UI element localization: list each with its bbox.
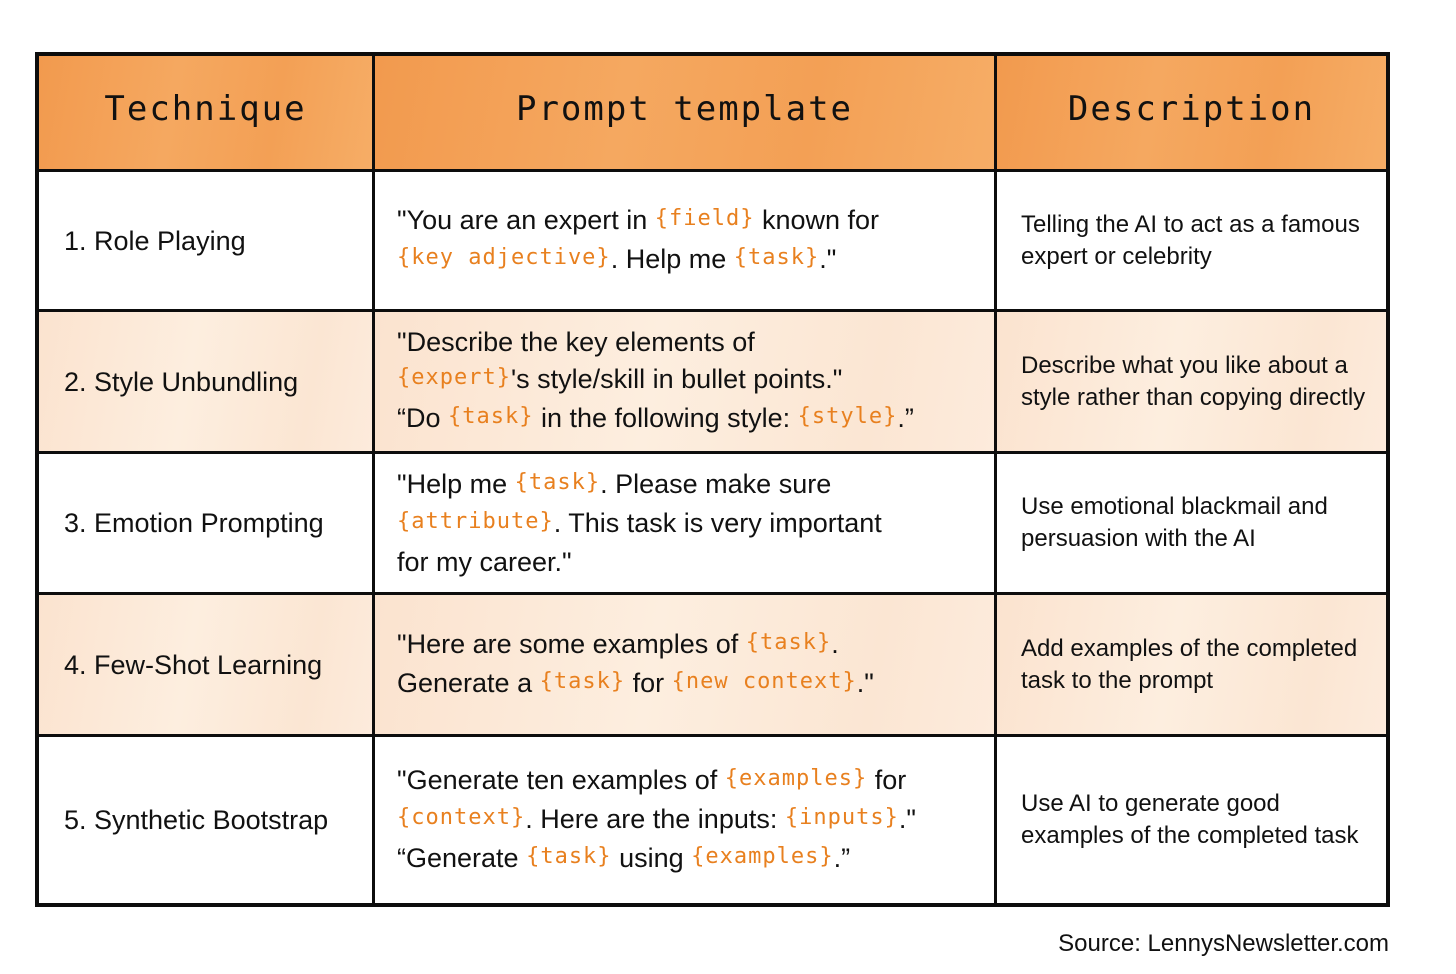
- template-cell: [375, 312, 997, 454]
- template-line: [397, 801, 916, 840]
- template-fragment: .": [898, 803, 916, 834]
- template-fragment: in the following style:: [533, 403, 798, 433]
- description-cell: [997, 737, 1386, 903]
- description-cell: [997, 172, 1386, 312]
- placeholder-token: {context}: [397, 804, 526, 830]
- placeholder-token: {examples}: [691, 843, 834, 869]
- placeholder-token: {examples}: [724, 765, 868, 791]
- description-text: Telling the AI to act as a famous expert or celebrity: [1021, 210, 1360, 270]
- technique-cell: [39, 454, 375, 595]
- technique-cell: [39, 312, 375, 454]
- description-cell: [997, 312, 1386, 454]
- template-fragment: .: [831, 628, 839, 659]
- technique-label: 3. Emotion Prompting: [64, 508, 324, 538]
- template-fragment: for my career.": [397, 546, 572, 577]
- technique-cell: [39, 172, 375, 312]
- placeholder-token: {task}: [448, 404, 534, 429]
- template-fragment: “Do: [397, 403, 449, 433]
- description-cell: [997, 595, 1386, 737]
- technique-label: 1. Role Playing: [64, 225, 246, 256]
- header-prompt-template-label: Prompt template: [515, 88, 854, 129]
- template-line: [397, 626, 874, 665]
- template-fragment: . This task is very important: [553, 507, 882, 538]
- template-text: [397, 626, 874, 704]
- placeholder-token: {task}: [733, 244, 820, 270]
- template-fragment: . Here are the inputs:: [525, 803, 785, 834]
- template-fragment: "Help me: [397, 468, 515, 499]
- template-line: [397, 241, 879, 280]
- template-cell: [375, 595, 997, 737]
- template-fragment: “Generate: [397, 842, 527, 873]
- template-fragment: for: [867, 764, 907, 795]
- template-line: [397, 202, 879, 241]
- template-fragment: "Describe the key elements of: [397, 327, 755, 357]
- technique-cell: [39, 737, 375, 903]
- technique-cell: [39, 595, 375, 737]
- source-credit: Source: LennysNewsletter.com: [1058, 930, 1389, 957]
- placeholder-token: {task}: [745, 629, 832, 655]
- template-fragment: . Help me: [610, 243, 734, 274]
- template-line: [397, 324, 914, 361]
- template-line: [397, 466, 882, 505]
- template-fragment: for: [625, 667, 672, 698]
- template-fragment: .”: [833, 842, 851, 873]
- template-fragment: using: [611, 842, 692, 873]
- template-fragment: "You are an expert in: [397, 204, 655, 235]
- placeholder-token: {attribute}: [397, 508, 554, 534]
- template-fragment: known for: [754, 204, 880, 235]
- template-text: [397, 762, 916, 879]
- description-text: Add examples of the completed task to the prompt: [1021, 634, 1358, 694]
- technique-label: 2. Style Unbundling: [64, 366, 299, 397]
- template-fragment: .”: [897, 403, 914, 433]
- template-line: [397, 665, 874, 704]
- technique-label: 4. Few-Shot Learning: [64, 649, 323, 680]
- description-text: Use emotional blackmail and persuasion with the AI: [1021, 493, 1328, 552]
- placeholder-token: {inputs}: [784, 804, 899, 830]
- placeholder-token: {style}: [797, 404, 898, 429]
- placeholder-token: {task}: [514, 469, 601, 495]
- template-line: [397, 544, 882, 581]
- header-description-label: Description: [1067, 88, 1316, 129]
- placeholder-token: {task}: [539, 668, 626, 694]
- template-cell: [375, 737, 997, 903]
- template-fragment: .": [856, 667, 874, 698]
- template-fragment: "Here are some examples of: [397, 628, 746, 659]
- template-cell: [375, 172, 997, 312]
- template-line: [397, 762, 916, 801]
- template-text: [397, 466, 882, 581]
- template-fragment: .": [819, 243, 837, 274]
- template-text: [397, 324, 914, 439]
- description-text: Use AI to generate good examples of the completed task: [1021, 790, 1359, 849]
- header-technique: [39, 56, 375, 172]
- header-technique-label: Technique: [104, 88, 307, 129]
- template-fragment: Generate a: [397, 667, 540, 698]
- template-line: [397, 505, 882, 544]
- header-description: [997, 56, 1386, 172]
- placeholder-token: {field}: [654, 205, 755, 231]
- template-text: [397, 202, 879, 280]
- template-line: [397, 400, 914, 439]
- technique-label: 5. Synthetic Bootstrap: [64, 805, 329, 835]
- placeholder-token: {key adjective}: [397, 244, 611, 270]
- template-cell: [375, 454, 997, 595]
- template-line: [397, 840, 916, 879]
- description-cell: [997, 454, 1386, 595]
- template-line: [397, 361, 914, 400]
- placeholder-token: {task}: [526, 843, 612, 869]
- placeholder-token: {expert}: [397, 365, 511, 390]
- template-fragment: 's style/skill in bullet points.": [510, 364, 843, 394]
- description-text: Describe what you like about a style rather than copying directly: [1021, 351, 1366, 411]
- template-fragment: . Please make sure: [600, 468, 832, 499]
- header-prompt-template: [375, 56, 997, 172]
- prompt-techniques-table: [35, 52, 1390, 907]
- template-fragment: "Generate ten examples of: [397, 764, 725, 795]
- placeholder-token: {new context}: [671, 668, 857, 694]
